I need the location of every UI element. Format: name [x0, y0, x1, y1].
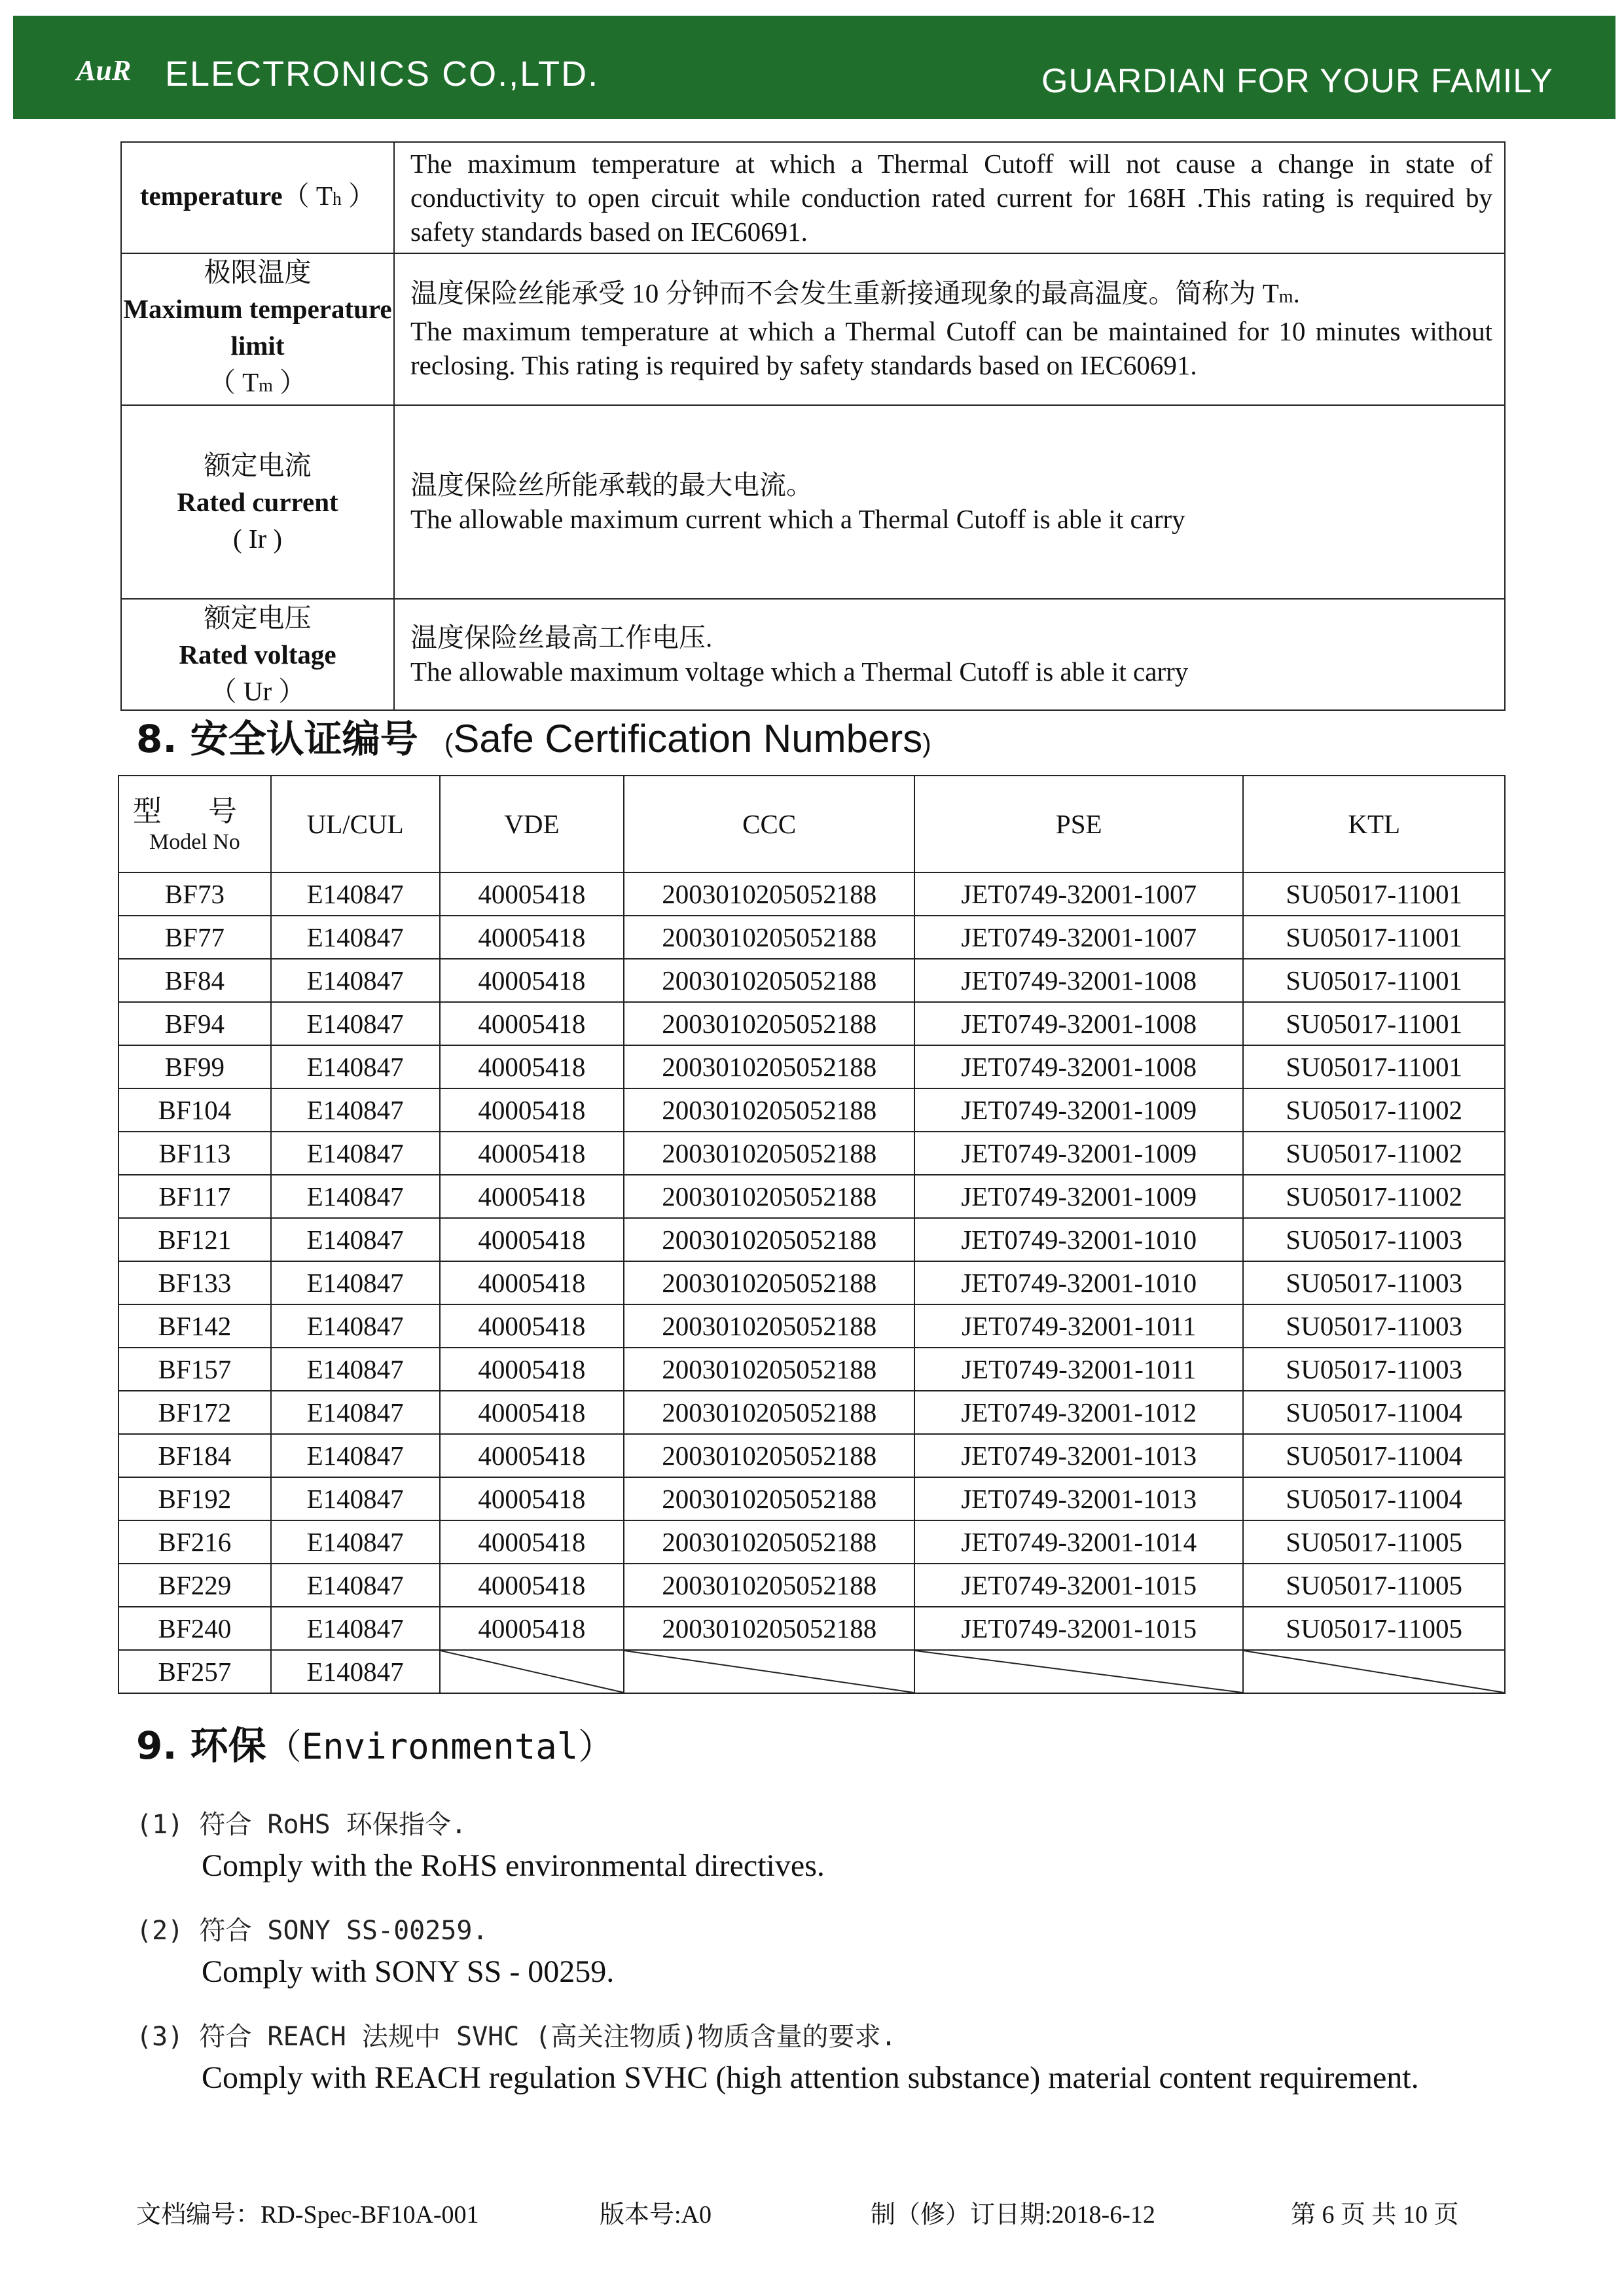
desc-en: The maximum temperature at which a Thermal Cutoff will not cause a change in state of conductivity to open circuit while conduction rated current for 168H .This rating is required by safety standards based on IEC60691. — [410, 149, 1492, 247]
cell-model: BF84 — [118, 959, 271, 1002]
section-title-zh: 安全认证编号 — [190, 717, 418, 761]
cell-ktl: SU05017-11001 — [1243, 1002, 1505, 1045]
cell-model: BF192 — [118, 1477, 271, 1520]
env-item-zh: (2) 符合 SONY SS-00259. — [136, 1916, 488, 1946]
definition-row — [121, 599, 1505, 710]
term-symbol: T — [242, 367, 259, 397]
footer-page: 第 6 页 共 10 页 — [1291, 2201, 1459, 2229]
cell-pse: JET0749-32001-1013 — [914, 1434, 1243, 1477]
footer-version: 版本号:A0 — [600, 2201, 712, 2229]
cell-pse: JET0749-32001-1007 — [914, 872, 1243, 916]
slash-mark — [441, 1651, 624, 1693]
cell-pse: JET0749-32001-1009 — [914, 1175, 1243, 1218]
cell-ul: E140847 — [271, 1261, 440, 1304]
certification-table — [118, 775, 1506, 1694]
cell-ul: E140847 — [271, 1175, 440, 1218]
term-symbol: （ Ur ） — [209, 676, 306, 706]
cell-ul: E140847 — [271, 916, 440, 959]
cell-ul: E140847 — [271, 1607, 440, 1650]
term-symbol: ( Ir ) — [232, 524, 283, 554]
definition-row — [121, 142, 1505, 253]
table-row — [118, 1261, 1505, 1304]
cell-ccc: 2003010205052188 — [624, 1175, 914, 1218]
cell-model: BF142 — [118, 1304, 271, 1348]
cell-pse: JET0749-32001-1012 — [914, 1391, 1243, 1434]
cell-vde: 40005418 — [440, 1218, 624, 1261]
cell-ul: E140847 — [271, 1391, 440, 1434]
term-en: Maximum temperature limit — [123, 294, 392, 361]
cell-vde: 40005418 — [440, 872, 624, 916]
table-row — [118, 872, 1505, 916]
company-name: ELECTRONICS CO.,LTD. — [165, 54, 600, 94]
cell-ccc: 2003010205052188 — [624, 1348, 914, 1391]
slash-mark — [1244, 1651, 1504, 1693]
cell-vde: 40005418 — [440, 1564, 624, 1607]
cell-ktl: SU05017-11002 — [1243, 1088, 1505, 1132]
desc-en: The allowable maximum voltage which a Thermal Cutoff is able it carry — [410, 656, 1189, 687]
cell-model: BF257 — [118, 1650, 271, 1693]
cell-ktl: SU05017-11001 — [1243, 959, 1505, 1002]
section-9-heading: 9. 环保（Environmental） — [136, 1723, 614, 1768]
desc-zh: 温度保险丝最高工作电压. — [410, 622, 713, 653]
cell-ccc: 2003010205052188 — [624, 1607, 914, 1650]
cell-ktl: SU05017-11002 — [1243, 1132, 1505, 1175]
cell-ccc: 2003010205052188 — [624, 1477, 914, 1520]
env-item-en: Comply with REACH regulation SVHC (high attention substance) material content requirement. — [202, 2060, 1419, 2095]
table-row — [118, 1218, 1505, 1261]
cell-ul: E140847 — [271, 1564, 440, 1607]
definition-desc — [394, 405, 1505, 599]
definitions-table — [120, 141, 1506, 711]
cell-vde: 40005418 — [440, 1607, 624, 1650]
cell-ul: E140847 — [271, 1304, 440, 1348]
table-row — [118, 1175, 1505, 1218]
cell-ccc: 2003010205052188 — [624, 1218, 914, 1261]
desc-en: The allowable maximum current which a Thermal Cutoff is able it carry — [410, 504, 1185, 534]
cell-pse: JET0749-32001-1008 — [914, 1045, 1243, 1088]
table-row — [118, 1391, 1505, 1434]
section-8-heading: 8. 安全认证编号 (Safe Certification Numbers) — [136, 717, 931, 761]
term-symbol-sub: h — [332, 189, 342, 209]
table-row — [118, 1045, 1505, 1088]
cell-model: BF157 — [118, 1348, 271, 1391]
definition-desc: 温度保险丝能承受 10 分钟而不会发生重新接通现象的最高温度。简称为 Tm. The maximum temperature at which a Thermal Cutoff can be maintained for 10 minutes without reclosing. This rating is required by safety standards based on IEC60691. — [394, 253, 1505, 405]
cell-model: BF121 — [118, 1218, 271, 1261]
cell-ul: E140847 — [271, 1650, 440, 1693]
table-row — [118, 1564, 1505, 1607]
cell-ktl: SU05017-11001 — [1243, 916, 1505, 959]
cell-model: BF73 — [118, 872, 271, 916]
definition-row — [121, 253, 1505, 405]
cell-ktl: SU05017-11002 — [1243, 1175, 1505, 1218]
cell-ccc: 2003010205052188 — [624, 1132, 914, 1175]
cell-vde: 40005418 — [440, 1520, 624, 1564]
table-row — [118, 1132, 1505, 1175]
cell-pse: JET0749-32001-1011 — [914, 1304, 1243, 1348]
cert-header-row — [118, 776, 1505, 872]
cell-ktl: SU05017-11005 — [1243, 1564, 1505, 1607]
cell-ccc: 2003010205052188 — [624, 872, 914, 916]
desc-zh: 温度保险丝所能承载的最大电流。 — [410, 470, 813, 500]
cell-model: BF216 — [118, 1520, 271, 1564]
footer-doc-number: 文档编号：RD-Spec-BF10A-001 — [136, 2201, 479, 2229]
cell-ul: E140847 — [271, 1520, 440, 1564]
slash-mark — [624, 1651, 914, 1693]
cell-ktl: SU05017-11005 — [1243, 1520, 1505, 1564]
cell-vde: 40005418 — [440, 1132, 624, 1175]
table-row — [118, 959, 1505, 1002]
env-item-en: Comply with the RoHS environmental directives. — [202, 1848, 825, 1883]
cell-model: BF240 — [118, 1607, 271, 1650]
cell-pse: JET0749-32001-1011 — [914, 1348, 1243, 1391]
section-title-en: Safe Certification Numbers — [453, 717, 923, 761]
cell-vde: 40005418 — [440, 1261, 624, 1304]
table-row — [118, 1434, 1505, 1477]
cell-ul: E140847 — [271, 1088, 440, 1132]
empty-slashed-cell — [440, 1650, 624, 1693]
col-header-ktl: KTL — [1243, 776, 1505, 872]
cell-vde: 40005418 — [440, 1088, 624, 1132]
cell-vde: 40005418 — [440, 1434, 624, 1477]
cell-pse: JET0749-32001-1015 — [914, 1607, 1243, 1650]
cell-vde: 40005418 — [440, 1175, 624, 1218]
table-row — [118, 1348, 1505, 1391]
definition-desc — [394, 142, 1505, 253]
cell-model: BF104 — [118, 1088, 271, 1132]
page-header — [13, 16, 1615, 119]
section-title-en: Environmental — [301, 1726, 579, 1767]
cell-ccc: 2003010205052188 — [624, 916, 914, 959]
cell-model: BF133 — [118, 1261, 271, 1304]
term-symbol: T — [316, 181, 333, 211]
env-item — [136, 2016, 1419, 2096]
definition-term — [121, 405, 394, 599]
cell-ktl: SU05017-11005 — [1243, 1607, 1505, 1650]
cell-pse: JET0749-32001-1009 — [914, 1132, 1243, 1175]
cell-pse: JET0749-32001-1015 — [914, 1564, 1243, 1607]
table-row — [118, 1477, 1505, 1520]
term-zh: 极限温度 — [204, 257, 312, 287]
cell-model: BF229 — [118, 1564, 271, 1607]
table-row — [118, 1607, 1505, 1650]
cell-ul: E140847 — [271, 1002, 440, 1045]
table-row — [118, 1002, 1505, 1045]
cell-model: BF113 — [118, 1132, 271, 1175]
definition-row — [121, 405, 1505, 599]
cell-ktl: SU05017-11004 — [1243, 1434, 1505, 1477]
cell-ul: E140847 — [271, 1348, 440, 1391]
cell-ktl: SU05017-11004 — [1243, 1477, 1505, 1520]
cell-pse: JET0749-32001-1013 — [914, 1477, 1243, 1520]
cell-pse: JET0749-32001-1010 — [914, 1261, 1243, 1304]
cell-ccc: 2003010205052188 — [624, 1391, 914, 1434]
cell-ccc: 2003010205052188 — [624, 1304, 914, 1348]
definition-term: temperature（ Th ） — [121, 142, 394, 253]
col-header-vde: VDE — [440, 776, 624, 872]
empty-slashed-cell — [914, 1650, 1243, 1693]
cell-ul: E140847 — [271, 1132, 440, 1175]
cell-pse: JET0749-32001-1014 — [914, 1520, 1243, 1564]
cell-ccc: 2003010205052188 — [624, 1088, 914, 1132]
cell-vde: 40005418 — [440, 1477, 624, 1520]
definition-desc — [394, 599, 1505, 710]
cell-ktl: SU05017-11003 — [1243, 1348, 1505, 1391]
table-row — [118, 1650, 1505, 1693]
term-en: Rated current — [177, 487, 338, 517]
company-logo — [75, 50, 144, 90]
cell-vde: 40005418 — [440, 959, 624, 1002]
cell-pse: JET0749-32001-1010 — [914, 1218, 1243, 1261]
cell-model: BF172 — [118, 1391, 271, 1434]
col-header-model: 型 号 Model No — [118, 776, 271, 872]
col-header-ccc: CCC — [624, 776, 914, 872]
cell-vde: 40005418 — [440, 1002, 624, 1045]
cell-ccc: 2003010205052188 — [624, 1045, 914, 1088]
cell-ccc: 2003010205052188 — [624, 1434, 914, 1477]
cell-ccc: 2003010205052188 — [624, 959, 914, 1002]
cell-vde: 40005418 — [440, 1304, 624, 1348]
cell-ktl: SU05017-11003 — [1243, 1218, 1505, 1261]
term-zh: 额定电压 — [204, 603, 312, 633]
cell-ktl: SU05017-11003 — [1243, 1261, 1505, 1304]
env-item-zh: (3) 符合 REACH 法规中 SVHC (高关注物质)物质含量的要求. — [136, 2022, 897, 2052]
cell-model: BF94 — [118, 1002, 271, 1045]
term-zh: 额定电流 — [204, 450, 312, 480]
table-row — [118, 1304, 1505, 1348]
desc-zh: 温度保险丝能承受 10 分钟而不会发生重新接通现象的最高温度。简称为 T — [410, 278, 1279, 308]
cell-ul: E140847 — [271, 1218, 440, 1261]
col-header-ul: UL/CUL — [271, 776, 440, 872]
cell-ktl: SU05017-11003 — [1243, 1304, 1505, 1348]
cell-ul: E140847 — [271, 959, 440, 1002]
slash-mark — [915, 1651, 1242, 1693]
env-item-zh: (1) 符合 RoHS 环保指令. — [136, 1810, 467, 1840]
env-item-en: Comply with SONY SS - 00259. — [202, 1954, 615, 1989]
cell-model: BF184 — [118, 1434, 271, 1477]
cell-model: BF117 — [118, 1175, 271, 1218]
empty-slashed-cell — [624, 1650, 914, 1693]
term-en: Rated voltage — [179, 639, 336, 670]
cell-ul: E140847 — [271, 872, 440, 916]
footer-date: 制（修）订日期:2018-6-12 — [871, 2201, 1155, 2229]
cell-vde: 40005418 — [440, 1045, 624, 1088]
desc-zh-sub: m — [1278, 287, 1293, 307]
svg-text:AuR: AuR — [77, 54, 132, 86]
term-symbol-sub: m — [259, 376, 273, 396]
section-title-zh: 环保 — [190, 1723, 266, 1768]
cell-ccc: 2003010205052188 — [624, 1520, 914, 1564]
cell-pse: JET0749-32001-1008 — [914, 959, 1243, 1002]
cell-ccc: 2003010205052188 — [624, 1261, 914, 1304]
cell-ul: E140847 — [271, 1434, 440, 1477]
definition-term — [121, 599, 394, 710]
table-row — [118, 1088, 1505, 1132]
term-en: temperature — [139, 181, 283, 211]
cell-ktl: SU05017-11004 — [1243, 1391, 1505, 1434]
section-number: 8. — [136, 717, 177, 761]
table-row — [118, 1520, 1505, 1564]
cell-pse: JET0749-32001-1007 — [914, 916, 1243, 959]
cell-ul: E140847 — [271, 1045, 440, 1088]
table-row — [118, 916, 1505, 959]
cell-pse: JET0749-32001-1008 — [914, 1002, 1243, 1045]
cell-vde: 40005418 — [440, 1391, 624, 1434]
cell-ktl: SU05017-11001 — [1243, 872, 1505, 916]
cell-model: BF77 — [118, 916, 271, 959]
env-item — [136, 1910, 614, 1990]
section-number: 9. — [136, 1723, 177, 1768]
cert-table-body — [118, 872, 1505, 1693]
env-item — [136, 1804, 825, 1884]
empty-slashed-cell — [1243, 1650, 1505, 1693]
desc-en: The maximum temperature at which a Thermal Cutoff can be maintained for 10 minutes without reclosing. This rating is required by safety standards based on IEC60691. — [410, 316, 1492, 380]
cell-pse: JET0749-32001-1009 — [914, 1088, 1243, 1132]
cell-model: BF99 — [118, 1045, 271, 1088]
col-header-pse: PSE — [914, 776, 1243, 872]
cell-ul: E140847 — [271, 1477, 440, 1520]
cell-ccc: 2003010205052188 — [624, 1564, 914, 1607]
cell-ccc: 2003010205052188 — [624, 1002, 914, 1045]
cell-vde: 40005418 — [440, 916, 624, 959]
definition-term: 极限温度 Maximum temperature limit （ Tm ） — [121, 253, 394, 405]
company-slogan: GUARDIAN FOR YOUR FAMILY — [1041, 62, 1553, 100]
cell-ktl: SU05017-11001 — [1243, 1045, 1505, 1088]
cell-vde: 40005418 — [440, 1348, 624, 1391]
